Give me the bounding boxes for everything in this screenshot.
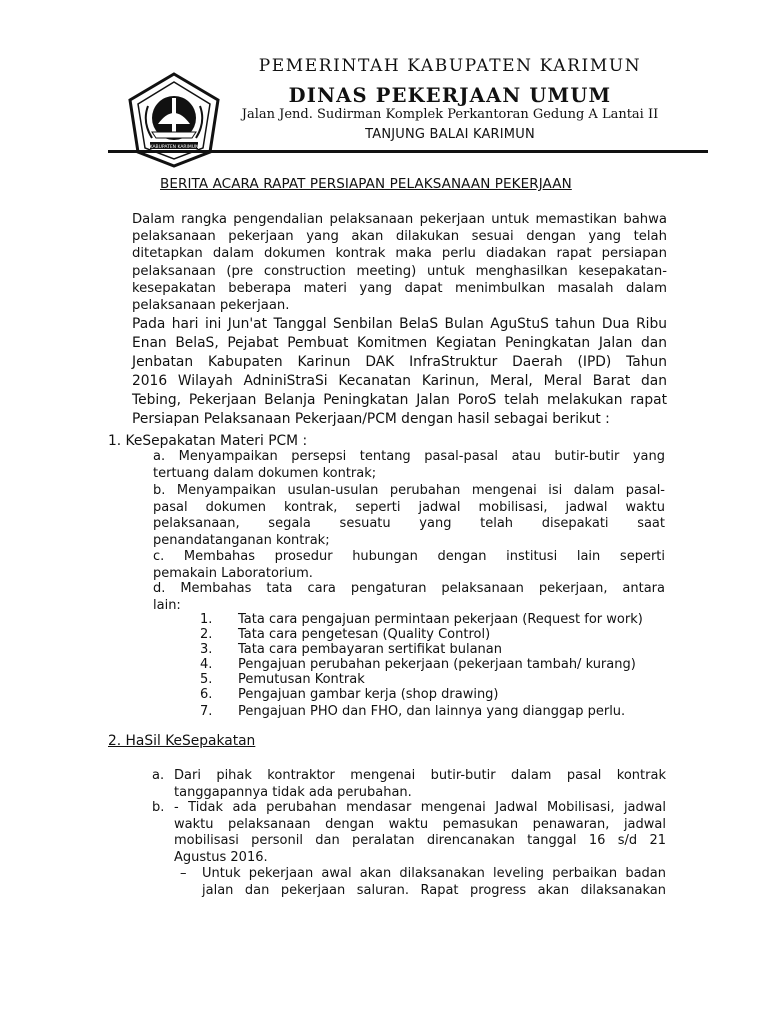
text-line: b. Menyampaikan usulan-usulan perubahan mengenai isi dalam pasal- bbox=[153, 483, 665, 498]
letterhead-government: PEMERINTAH KABUPATEN KARIMUN bbox=[258, 56, 642, 76]
logo-caption: KABUPATEN KARIMUN bbox=[149, 145, 199, 150]
text-line: pelaksanaan pekerjaan. bbox=[132, 297, 290, 313]
text-line: mobilisasi personil dan peralatan direncanakan tanggal 16 s/d 21 bbox=[174, 833, 666, 849]
text-line: Persiapan Pelaksanaan Pekerjaan/PCM dengan hasil sebagai berikut : bbox=[132, 411, 610, 427]
text-line: lain: bbox=[153, 597, 181, 613]
text-line: penandatanganan kontrak; bbox=[153, 532, 330, 548]
text-line: pemakain Laboratorium. bbox=[153, 565, 313, 581]
text-line: 2016 Wilayah AdniniStraSi Kecanatan Karinun, Meral, Meral Barat dan bbox=[132, 373, 667, 389]
kabupaten-karimun-crest-icon bbox=[122, 72, 226, 168]
document-title: BERITA ACARA RAPAT PERSIAPAN PELAKSANAAN PEKERJAAN bbox=[160, 176, 572, 192]
text-line: Enan BelaS, Pejabat Pembuat Komitmen Kegiatan Peningkatan Jalan dan bbox=[132, 335, 667, 351]
section-1-heading: 1. KeSepakatan Materi PCM : bbox=[108, 433, 308, 449]
text-line: c. Membahas prosedur hubungan dengan institusi lain seperti bbox=[153, 549, 665, 564]
text-line: jalan dan pekerjaan saluran. Rapat progress akan dilaksanakan bbox=[202, 882, 666, 898]
section-2-item-b bbox=[152, 800, 666, 866]
text-line: pelaksanaan, segala sesuatu yang telah disepakati saat bbox=[153, 516, 665, 532]
text-line: d. Membahas tata cara pengaturan pelaksanaan pekerjaan, antara bbox=[153, 581, 665, 596]
opening-paragraph bbox=[132, 315, 667, 429]
text-line: pelaksanaan pekerjaan yang akan dilakukan sesuai dengan yang telah bbox=[132, 229, 667, 245]
section-1-item-d bbox=[153, 581, 665, 614]
section-1-item-c bbox=[153, 549, 665, 582]
letterhead-address: Jalan Jend. Sudirman Komplek Perkantoran Gedung A Lantai II bbox=[241, 107, 659, 122]
letterhead-divider bbox=[108, 150, 708, 153]
intro-paragraph bbox=[132, 211, 667, 314]
letterhead-city: TANJUNG BALAI KARIMUN bbox=[365, 127, 535, 142]
document-page: KABUPATEN KARIMUN PEMERINTAH KABUPATEN KARIMUN DINAS PEKERJAAN UMUM Jalan Jend. Sudirman Komplek Perkantoran Gedung A Lantai II TANJUNG BALAI KARIMUN BERITA ACARA RAPAT PERSIAPAN PELAKSANAAN PEKERJAAN Dalam rangka pengendalian pelaksanaan pekerjaan untuk memastikan bahwa pelaksanaan pekerjaan yang akan dilakukan sesuai dengan yang telah ditetapkan dalam dokumen kontrak maka perlu diadakan rapat persiapan pelaksanaan (pre construction meeting) untuk menghasilkan kesepakatan- kesepakatan beberapa materi yang dapat menimbulkan masalah dalam pelaksanaan pekerjaan. Pada hari ini Jun'at Tanggal Senbilan BelaS Bulan AguStuS tahun Dua Ribu Enan BelaS, Pejabat Pembuat Komitmen Kegiatan Peningkatan Jalan dan Jenbatan Kabupaten Karinun DAK InfraStruktur Daerah (IPD) Tahun 2016 Wilayah AdniniStraSi Kecanatan Karinun, Meral, Meral Barat dan Tebing, Pekerjaan Belanja Peningkatan Jalan PoroS telah melakukan rapat Persiapan Pelaksanaan Pekerjaan/PCM dengan hasil sebagai berikut : 1. KeSepakatan Materi PCM : a. Menyampaikan persepsi tentang pasal-pasal atau butir-butir yang tertuang dalam dokumen kontrak; b. Menyampaikan usulan-usulan perubahan mengenai isi dalam pasal- pasal dokumen kontrak, seperti jadwal mobilisasi, jadwal waktu pelaksanaan, segala sesuatu yang telah disepakati saat penandatanganan kontrak; c. Membahas prosedur hubungan dengan institusi lain seperti pemakain Laboratorium. d. Membahas tata cara pengaturan pelaksanaan pekerjaan, antara lain: 1. Tata cara pengajuan permintaan pekerjaan (Request for work) 2. Tata cara pengetesan (Quality Control) 3. Tata cara pembayaran sertifikat bulanan 4. Pengajuan perubahan pekerjaan (pekerjaan tambah/ kurang) 5. Pemutusan Kontrak 6. Pengajuan gambar kerja (shop drawing) 7. Pengajuan PHO dan FHO, dan lainnya yang dianggap perlu. 2. HaSil KeSepakatan a. Dari pihak kontraktor mengenai butir-butir dalam pasal kontrak tanggapannya tidak ada perubahan. b. - Tidak ada perubahan mendasar mengenai Jadwal Mobilisasi, jadwal waktu pelaksanaan dengan waktu pemasukan penawaran, jadwal mobilisasi personil dan peralatan direncanakan tanggal 16 s/d 21 Agustus 2016. – Untuk pekerjaan awal akan dilaksanakan leveling perbaikan badan jalan dan pekerjaan saluran. Rapat progress akan dilaksanakan bbox=[0, 0, 768, 1024]
text-line: pelaksanaan (pre construction meeting) untuk menghasilkan kesepakatan- bbox=[132, 263, 667, 279]
text-line: ditetapkan dalam dokumen kontrak maka perlu diadakan rapat persiapan bbox=[132, 246, 667, 262]
text-line: Jenbatan Kabupaten Karinun DAK InfraStruktur Daerah (IPD) Tahun bbox=[132, 354, 667, 370]
text-line: pasal dokumen kontrak, seperti jadwal mobilisasi, jadwal waktu bbox=[153, 499, 665, 515]
section-1-item-a bbox=[153, 449, 665, 482]
text-line: b. - Tidak ada perubahan mendasar mengenai Jadwal Mobilisasi, jadwal bbox=[152, 800, 666, 815]
text-line: Pada hari ini Jun'at Tanggal Senbilan BelaS Bulan AguStuS tahun Dua Ribu bbox=[132, 316, 667, 332]
text-line: tertuang dalam dokumen kontrak; bbox=[153, 465, 377, 481]
text-line: Agustus 2016. bbox=[174, 849, 268, 865]
text-line: a. Menyampaikan persepsi tentang pasal-pasal atau butir-butir yang bbox=[153, 449, 665, 464]
section-2-item-a bbox=[152, 768, 666, 801]
text-line: waktu pelaksanaan dengan waktu pemasukan penawaran, jadwal bbox=[174, 816, 666, 832]
text-line: tanggapannya tidak ada perubahan. bbox=[174, 784, 412, 800]
section-2-heading: 2. HaSil KeSepakatan bbox=[108, 733, 256, 749]
text-line: Dalam rangka pengendalian pelaksanaan pekerjaan untuk memastikan bahwa bbox=[132, 212, 667, 227]
text-line: kesepakatan beberapa materi yang dapat menimbulkan masalah dalam bbox=[132, 280, 667, 296]
text-line: a. Dari pihak kontraktor mengenai butir-butir dalam pasal kontrak bbox=[152, 768, 666, 783]
letterhead-agency: DINAS PEKERJAAN UMUM bbox=[288, 84, 612, 107]
text-line: Tebing, Pekerjaan Belanja Peningkatan Jalan PoroS telah melakukan rapat bbox=[132, 392, 667, 408]
section-2-dash-item bbox=[180, 866, 666, 899]
section-1-item-b bbox=[153, 483, 665, 549]
text-line: – Untuk pekerjaan awal akan dilaksanakan leveling perbaikan badan bbox=[180, 866, 666, 881]
